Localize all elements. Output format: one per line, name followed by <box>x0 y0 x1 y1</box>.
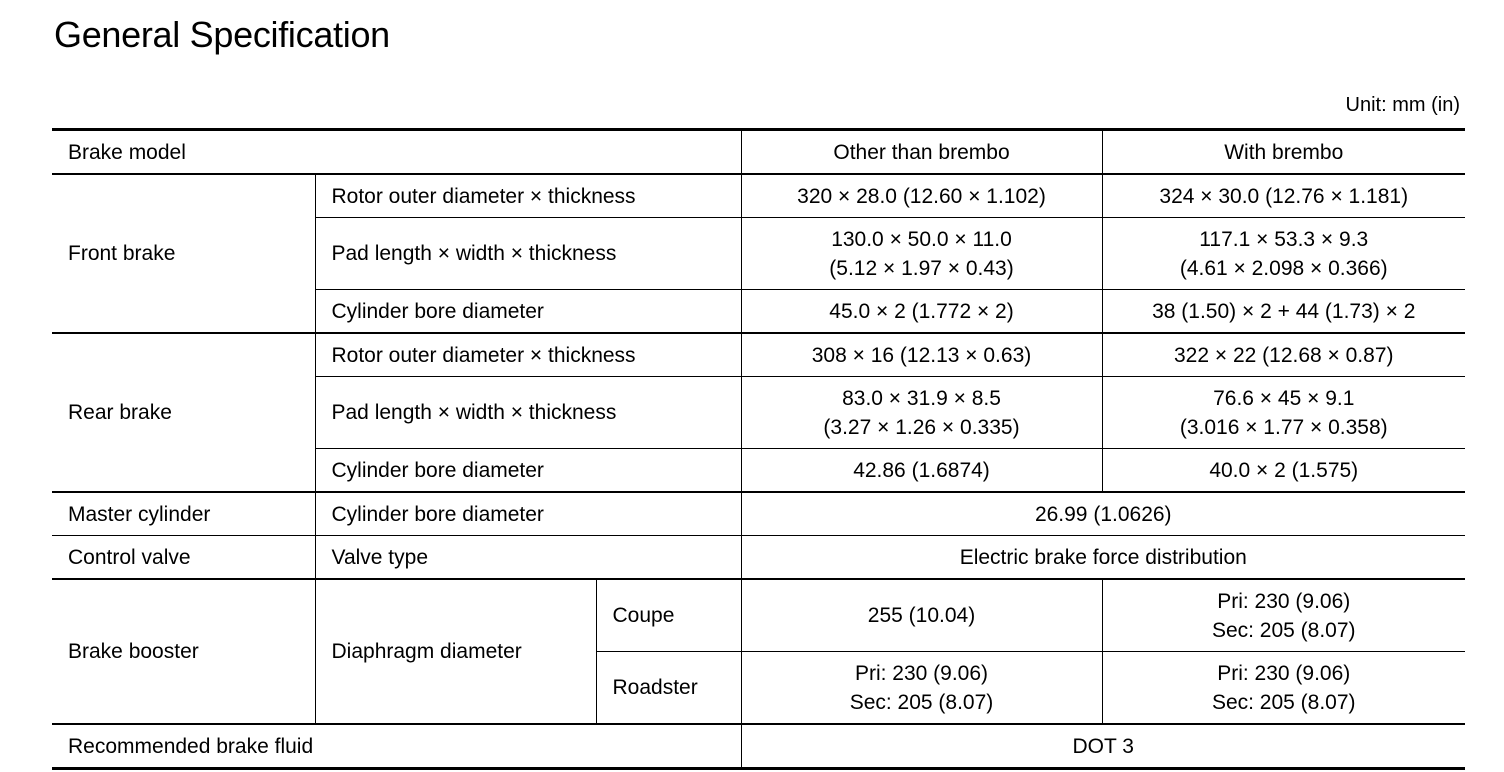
row-item-label: Pad length × width × thickness <box>315 218 741 290</box>
brake-booster-label: Brake booster <box>52 579 315 724</box>
header-brake-model: Brake model <box>52 130 741 175</box>
spec-table <box>52 128 1465 770</box>
header-with-brembo: With brembo <box>1102 130 1465 175</box>
value-other-than-brembo: 255 (10.04) <box>741 579 1102 652</box>
value-with-brembo: 117.1 × 53.3 × 9.3 (4.61 × 2.098 × 0.366) <box>1102 218 1465 290</box>
master-cylinder-label: Master cylinder <box>52 492 315 536</box>
value-with-brembo: 38 (1.50) × 2 + 44 (1.73) × 2 <box>1102 290 1465 334</box>
value-with-brembo: 324 × 30.0 (12.76 × 1.181) <box>1102 174 1465 218</box>
table-row <box>52 174 1465 218</box>
master-cylinder-value: 26.99 (1.0626) <box>741 492 1465 536</box>
coupe-label: Coupe <box>596 579 741 652</box>
value-with-brembo: Pri: 230 (9.06) Sec: 205 (8.07) <box>1102 579 1465 652</box>
value-other-than-brembo: 45.0 × 2 (1.772 × 2) <box>741 290 1102 334</box>
row-item-label: Rotor outer diameter × thickness <box>315 333 741 377</box>
value-other-than-brembo: 130.0 × 50.0 × 11.0 (5.12 × 1.97 × 0.43) <box>741 218 1102 290</box>
unit-label: Unit: mm (in) <box>1345 94 1460 116</box>
table-header-row <box>52 130 1465 175</box>
row-item-label: Pad length × width × thickness <box>315 377 741 449</box>
brake-fluid-label: Recommended brake fluid <box>52 724 741 769</box>
table-row <box>52 492 1465 536</box>
value-with-brembo: 40.0 × 2 (1.575) <box>1102 449 1465 493</box>
value-other-than-brembo: 83.0 × 31.9 × 8.5 (3.27 × 1.26 × 0.335) <box>741 377 1102 449</box>
row-item-label: Cylinder bore diameter <box>315 449 741 493</box>
value-other-than-brembo: 42.86 (1.6874) <box>741 449 1102 493</box>
value-other-than-brembo: 320 × 28.0 (12.60 × 1.102) <box>741 174 1102 218</box>
value-with-brembo: 322 × 22 (12.68 × 0.87) <box>1102 333 1465 377</box>
row-item-label: Cylinder bore diameter <box>315 290 741 334</box>
control-valve-label: Control valve <box>52 536 315 580</box>
rear-brake-label: Rear brake <box>52 333 315 492</box>
diaphragm-diameter-label: Diaphragm diameter <box>315 579 596 724</box>
header-other-than-brembo: Other than brembo <box>741 130 1102 175</box>
table-row <box>52 724 1465 769</box>
roadster-label: Roadster <box>596 652 741 725</box>
page-title: General Specification <box>54 14 390 55</box>
value-with-brembo: Pri: 230 (9.06) Sec: 205 (8.07) <box>1102 652 1465 725</box>
row-item-label: Cylinder bore diameter <box>315 492 741 536</box>
control-valve-value: Electric brake force distribution <box>741 536 1465 580</box>
value-with-brembo: 76.6 × 45 × 9.1 (3.016 × 1.77 × 0.358) <box>1102 377 1465 449</box>
brake-fluid-value: DOT 3 <box>1072 734 1134 758</box>
table-row <box>52 536 1465 580</box>
table-row <box>52 579 1465 652</box>
table-row <box>52 333 1465 377</box>
value-other-than-brembo: Pri: 230 (9.06) Sec: 205 (8.07) <box>741 652 1102 725</box>
row-item-label: Valve type <box>315 536 741 580</box>
row-item-label: Rotor outer diameter × thickness <box>315 174 741 218</box>
front-brake-label: Front brake <box>52 174 315 333</box>
value-other-than-brembo: 308 × 16 (12.13 × 0.63) <box>741 333 1102 377</box>
